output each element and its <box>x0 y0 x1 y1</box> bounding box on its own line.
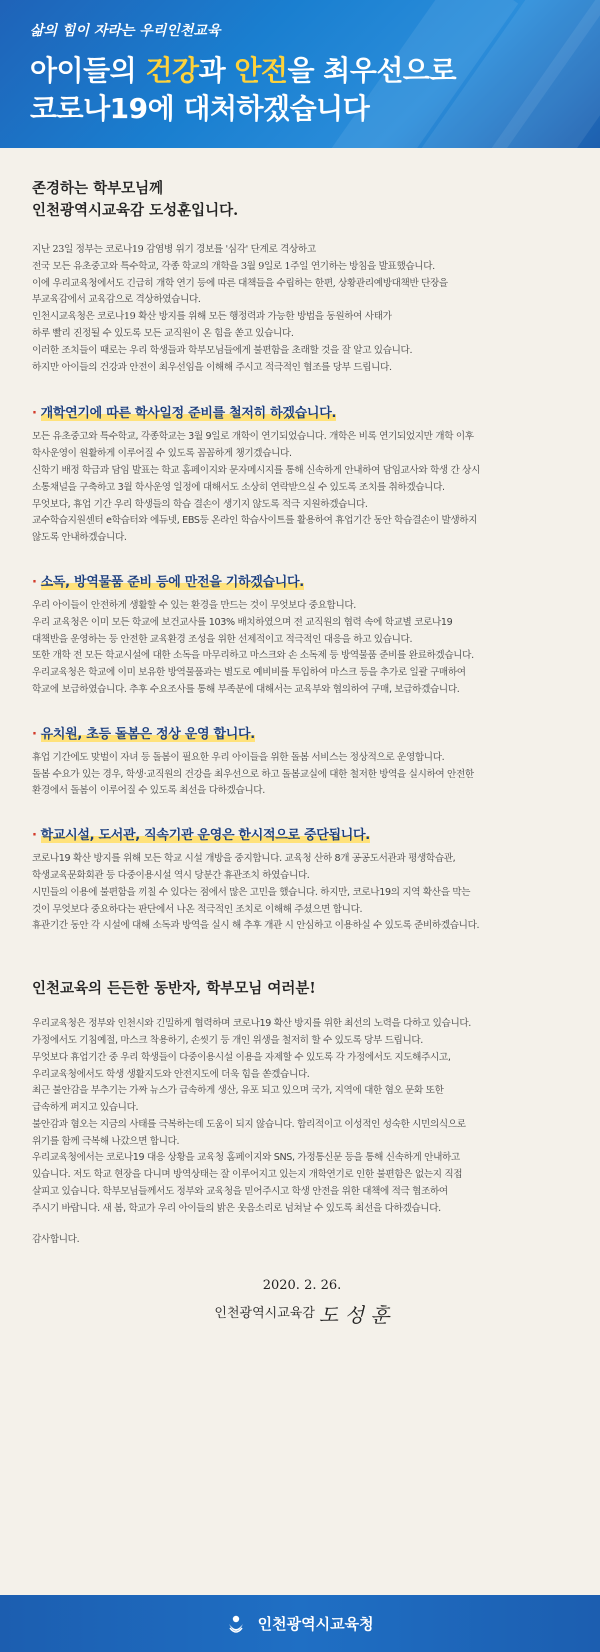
text-line: 환경에서 돌봄이 이루어질 수 있도록 최선을 다하겠습니다. <box>32 785 265 797</box>
section-title-childcare <box>32 723 572 742</box>
headline-text: 을 최우선으로 <box>287 54 457 87</box>
greeting-line1: 존경하는 학부모님께 <box>32 180 164 197</box>
section-title-text: 학교시설, 도서관, 직속기관 운영은 한시적으로 중단됩니다. <box>40 828 370 844</box>
signer-block <box>32 1299 572 1328</box>
footer-bar <box>0 1595 600 1652</box>
text-line: 우리 교육청은 이미 모든 학교에 보건교사를 103% 배치하였으며 전 교직원의 협력 속에 학교별 코로나19 <box>32 616 453 628</box>
section-title-schedule <box>32 402 572 421</box>
text-line: 전국 모든 유초중고와 특수학교, 각종 학교의 개학을 3월 9일로 1주일 연기하는 방침을 발표했습니다. <box>32 260 435 272</box>
text-line: 학교에 보급하였습니다. 추후 수요조사를 통해 부족분에 대해서는 교육부와 협의하여 구매, 보급하겠습니다. <box>32 683 460 695</box>
text-line: 신학기 배정 학급과 담임 발표는 학교 홈페이지와 문자메시지를 통해 신속하게 안내하여 담임교사와 학생 간 상시 <box>32 464 481 476</box>
signature: 도 성 훈 <box>318 1303 390 1328</box>
text-line: 주시기 바랍니다. 새 봄, 학교가 우리 아이들의 밝은 웃음소리로 넘쳐날 수 있도록 최선을 다하겠습니다. <box>32 1202 441 1214</box>
thanks-text: 감사합니다. <box>32 1233 80 1245</box>
text-line: 모든 유초중고와 특수학교, 각종학교는 3월 9일로 개학이 연기되었습니다. 개학은 비록 연기되었지만 개학 이후 <box>32 431 474 443</box>
section-title-text: 소독, 방역물품 준비 등에 만전을 기하겠습니다. <box>40 574 304 590</box>
letter-date: 2020. 2. 26. <box>262 1278 342 1294</box>
headline-text: 아이들의 <box>30 54 146 87</box>
education-office-logo-icon <box>226 1614 246 1636</box>
text-line: 우리교육청에서는 코로나19 대응 상황을 교육청 홈페이지와 SNS, 가정통신문 등을 통해 신속하게 안내하고 <box>32 1152 460 1164</box>
text-line: 이에 우리교육청에서도 긴급히 개학 연기 등에 따른 대책들을 수립하는 한편, 상황관리예방대책반 단장을 <box>32 277 448 289</box>
text-line: 소통채널을 구축하고 3월 학사운영 일정에 대해서도 소상히 연락받으실 수 있도록 조치를 취하겠습니다. <box>32 481 445 493</box>
signer-title: 인천광역시교육감 <box>214 1306 315 1322</box>
text-line: 부교육감에서 교육감으로 격상하였습니다. <box>32 294 201 306</box>
intro-paragraph <box>32 242 572 376</box>
text-line: 학사운영이 원활하게 이루어질 수 있도록 꼼꼼하게 챙기겠습니다. <box>32 448 292 460</box>
section-title-text: 개학연기에 따른 학사일정 준비를 철저히 하겠습니다. <box>40 406 337 422</box>
text-line: 대책반을 운영하는 등 안전한 교육환경 조성을 위한 선제적이고 적극적인 대응을 하고 있습니다. <box>32 633 413 645</box>
text-line: 우리 아이들이 안전하게 생활할 수 있는 환경을 만드는 것이 무엇보다 중요합니다. <box>32 599 356 611</box>
text-line: 우리교육청에서도 학생 생활지도와 안전지도에 더욱 힘을 쏟겠습니다. <box>32 1068 310 1080</box>
bullet-icon: · <box>32 726 37 742</box>
text-line: 휴업 기간에도 맞벌이 자녀 등 돌봄이 필요한 우리 아이들을 위한 돌봄 서비스는 정상적으로 운영합니다. <box>32 751 445 763</box>
text-line: 학생교육문화회관 등 다중이용시설 역시 당분간 휴관조치 하였습니다. <box>32 869 310 881</box>
slogan-logo: 삶의 힘이 자라는 우리인천교육 <box>30 23 221 39</box>
headline-line2: 코로나19에 대처하겠습니다 <box>30 92 370 125</box>
text-line: 것이 무엇보다 중요하다는 판단에서 나온 적극적인 조치로 이해해 주셨으면 합니다. <box>32 903 363 915</box>
text-line: 있습니다. 저도 학교 현장을 다니며 방역상태는 잘 이루어지고 있는지 개학연기로 인한 불편함은 없는지 직접 <box>32 1169 463 1181</box>
text-line: 하지만 아이들의 건강과 안전이 최우선임을 이해해 주시고 적극적인 협조를 당부 드립니다. <box>32 361 392 373</box>
footer-org-name: 인천광역시교육청 <box>257 1615 374 1633</box>
header-banner <box>0 0 600 148</box>
text-line: 최근 불안감을 부추기는 가짜 뉴스가 급속하게 생산, 유포 되고 있으며 국가, 지역에 대한 혐오 문화 또한 <box>32 1085 444 1097</box>
text-line: 지난 23일 정부는 코로나19 감염병 위기 경보를 '심각' 단계로 격상하고 <box>32 244 316 255</box>
text-line: 가정에서도 기침예절, 마스크 착용하기, 손씻기 등 개인 위생을 철저히 할 수 있도록 당부 드립니다. <box>32 1034 423 1046</box>
headline-highlight-safety: 안전 <box>234 54 288 87</box>
section-title-facilities <box>32 824 572 843</box>
section-body-childcare <box>32 750 572 800</box>
greeting-line2: 인천광역시교육감 도성훈입니다. <box>32 202 239 219</box>
text-line: 또한 개학 전 모든 학교시설에 대한 소독을 마무리하고 마스크와 손 소독제 등 방역물품 준비를 완료하겠습니다. <box>32 650 474 662</box>
section-title-disinfection <box>32 571 572 590</box>
section-title-text: 유치원, 초등 돌봄은 정상 운영 합니다. <box>40 726 255 742</box>
text-line: 이러한 조치들이 때로는 우리 학생들과 학부모님들에게 불편함을 초래할 것을 잘 알고 있습니다. <box>32 344 413 356</box>
footer-logo <box>0 1613 600 1636</box>
section-body-facilities <box>32 851 572 935</box>
letter-body <box>32 178 572 1328</box>
text-line: 우리교육청은 정부와 인천시와 긴밀하게 협력하며 코로나19 확산 방지를 위한 최선의 노력을 다하고 있습니다. <box>32 1018 471 1030</box>
closing-paragraph <box>32 1016 572 1218</box>
text-line: 하루 빨리 진정될 수 있도록 모든 교직원이 온 힘을 쏟고 있습니다. <box>32 327 294 339</box>
text-line: 휴관기간 동안 각 시설에 대해 소독과 방역을 실시 해 추후 개관 시 안심하고 이용하실 수 있도록 준비하겠습니다. <box>32 920 480 932</box>
bullet-icon: · <box>32 574 37 590</box>
text-line: 불안감과 혐오는 지금의 사태를 극복하는데 도움이 되지 않습니다. 합리적이고 이성적인 성숙한 시민의식으로 <box>32 1118 466 1130</box>
text-line: 시민들의 이용에 불편함을 끼칠 수 있다는 점에서 많은 고민을 했습니다. 하지만, 코로나19의 지역 확산을 막는 <box>32 886 471 898</box>
headline-line1 <box>30 52 580 90</box>
text-line: 않도록 안내하겠습니다. <box>32 532 127 544</box>
text-line: 무엇보다, 휴업 기간 우리 학생들의 학습 결손이 생기지 않도록 적극 지원하겠습니다. <box>32 498 368 510</box>
headline <box>30 52 580 128</box>
text-line: 돌봄 수요가 있는 경우, 학생·교직원의 건강을 최우선으로 하고 돌봄교실에 대한 철저한 방역을 실시하여 안전한 <box>32 768 474 780</box>
text-line: 인천시교육청은 코로나19 확산 방지를 위해 모든 행정력과 가능한 방법을 동원하여 사태가 <box>32 311 392 323</box>
headline-text: 과 <box>198 54 235 87</box>
text-line: 무엇보다 휴업기간 중 우리 학생들이 다중이용시설 이용을 자제할 수 있도록 각 가정에서도 지도해주시고, <box>32 1051 451 1063</box>
closing-title: 인천교육의 든든한 동반자, 학부모님 여러분! <box>32 980 316 998</box>
text-line: 급속하게 퍼지고 있습니다. <box>32 1102 139 1114</box>
text-line: 살피고 있습니다. 학부모님들께서도 정부와 교육청을 믿어주시고 학생 안전을 위한 대책에 적극 협조하여 <box>32 1186 448 1198</box>
section-body-schedule <box>32 429 572 547</box>
headline-highlight-health: 건강 <box>145 54 199 87</box>
text-line: 코로나19 확산 방지를 위해 모든 학교 시설 개방을 중지합니다. 교육청 산하 8개 공공도서관과 평생학습관, <box>32 853 456 865</box>
text-line: 우리교육청은 학교에 이미 보유한 방역물품과는 별도로 예비비를 투입하여 마스크 등을 추가로 일괄 구매하여 <box>32 667 466 679</box>
text-line: 교수학습지원센터 e학습터와 에듀넷, EBS등 온라인 학습사이트를 활용하여 휴업기간 동안 학습결손이 발생하지 <box>32 515 478 527</box>
section-body-disinfection <box>32 598 572 699</box>
bullet-icon: · <box>32 828 37 844</box>
text-line: 위기를 함께 극복해 나갔으면 합니다. <box>32 1135 180 1147</box>
bullet-icon: · <box>32 406 37 422</box>
